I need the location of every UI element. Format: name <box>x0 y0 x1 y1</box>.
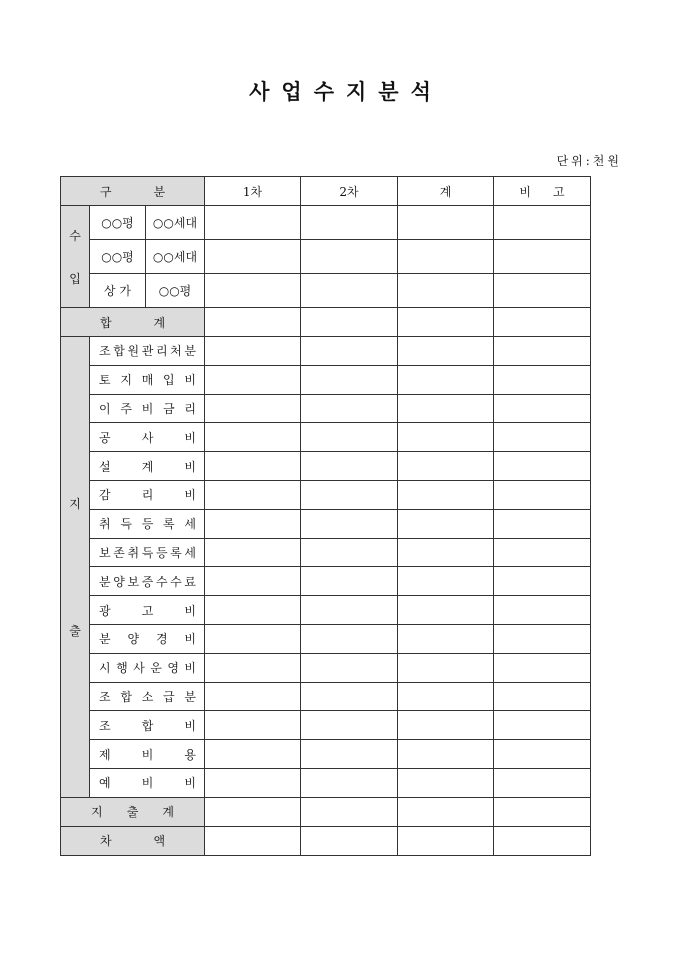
expense-row <box>61 768 591 797</box>
value-1st-cell[interactable] <box>205 274 301 308</box>
budget-table <box>60 176 591 856</box>
expense-total-text: 지 출 계 <box>91 805 174 820</box>
value-2nd-cell[interactable] <box>301 682 398 711</box>
value-total-cell[interactable] <box>398 480 494 509</box>
expense-item-cell <box>90 480 205 509</box>
value-1st-cell[interactable] <box>205 206 301 240</box>
value-total-cell[interactable] <box>398 797 494 826</box>
value-total-cell[interactable] <box>398 711 494 740</box>
income-label <box>61 206 90 308</box>
expense-item-cell <box>90 768 205 797</box>
header-col1: 1차 <box>205 177 301 206</box>
header-remark: 비고 <box>494 177 591 206</box>
value-1st-cell[interactable] <box>205 768 301 797</box>
value-2nd-cell[interactable] <box>301 740 398 769</box>
value-total-cell[interactable] <box>398 365 494 394</box>
value-2nd-cell[interactable] <box>301 337 398 366</box>
value-total-cell[interactable] <box>398 337 494 366</box>
expense-item-cell <box>90 509 205 538</box>
remark-cell[interactable] <box>494 711 591 740</box>
expense-row <box>61 423 591 452</box>
value-2nd-cell[interactable] <box>301 308 398 337</box>
value-total-cell[interactable] <box>398 240 494 274</box>
remark-cell[interactable] <box>494 653 591 682</box>
expense-item-cell <box>90 682 205 711</box>
expense-row <box>61 538 591 567</box>
expense-item-label: 토 지 매 입 비 <box>99 373 196 388</box>
expense-item-label: 공 사 비 <box>99 430 196 445</box>
expense-label-top: 지 <box>69 496 81 511</box>
value-total-cell[interactable] <box>398 394 494 423</box>
income-size-cell: ○○평 <box>90 240 146 274</box>
value-1st-cell[interactable] <box>205 682 301 711</box>
value-total-cell[interactable] <box>398 596 494 625</box>
expense-row <box>61 394 591 423</box>
expense-row <box>61 480 591 509</box>
income-row <box>61 240 591 274</box>
expense-row <box>61 740 591 769</box>
remark-cell[interactable] <box>494 797 591 826</box>
expense-item-cell <box>90 653 205 682</box>
value-2nd-cell[interactable] <box>301 826 398 855</box>
value-total-cell[interactable] <box>398 509 494 538</box>
expense-item-cell <box>90 596 205 625</box>
value-1st-cell[interactable] <box>205 308 301 337</box>
expense-item-label: 예 비 비 <box>99 776 196 791</box>
expense-row <box>61 711 591 740</box>
value-2nd-cell[interactable] <box>301 653 398 682</box>
header-gubun <box>61 177 205 206</box>
expense-item-label: 제 비 용 <box>99 747 196 762</box>
expense-item-label: 조 합 원 관 리 처 분 <box>99 344 196 359</box>
value-2nd-cell[interactable] <box>301 624 398 653</box>
expense-item-label: 조 합 비 <box>99 718 196 733</box>
value-1st-cell[interactable] <box>205 337 301 366</box>
value-total-cell[interactable] <box>398 274 494 308</box>
expense-item-label: 보 존 취 득 등 록 세 <box>99 545 196 560</box>
header-gubun-label: 구 분 <box>99 184 166 199</box>
value-2nd-cell[interactable] <box>301 452 398 481</box>
remark-cell[interactable] <box>494 567 591 596</box>
value-2nd-cell[interactable] <box>301 567 398 596</box>
expense-item-label: 취 득 등 록 세 <box>99 517 196 532</box>
expense-item-cell <box>90 394 205 423</box>
remark-cell[interactable] <box>494 740 591 769</box>
value-2nd-cell[interactable] <box>301 274 398 308</box>
expense-item-cell <box>90 711 205 740</box>
expense-item-label: 감 리 비 <box>99 488 196 503</box>
income-total-label <box>61 308 205 337</box>
expense-item-cell <box>90 423 205 452</box>
income-total-text: 합 계 <box>99 315 166 330</box>
remark-cell[interactable] <box>494 308 591 337</box>
income-label-bottom: 입 <box>69 271 81 286</box>
document-title: 사업수지분석 <box>249 79 443 104</box>
value-1st-cell[interactable] <box>205 509 301 538</box>
value-1st-cell[interactable] <box>205 538 301 567</box>
remark-cell[interactable] <box>494 509 591 538</box>
expense-row <box>61 624 591 653</box>
remark-cell[interactable] <box>494 274 591 308</box>
value-2nd-cell[interactable] <box>301 768 398 797</box>
balance-row <box>61 826 591 855</box>
value-1st-cell[interactable] <box>205 240 301 274</box>
remark-cell[interactable] <box>494 596 591 625</box>
value-total-cell[interactable] <box>398 206 494 240</box>
value-2nd-cell[interactable] <box>301 797 398 826</box>
expense-item-cell <box>90 538 205 567</box>
expense-row <box>61 596 591 625</box>
income-unit-cell: ○○세대 <box>146 240 205 274</box>
expense-item-label: 이 주 비 금 리 <box>99 401 196 416</box>
value-2nd-cell[interactable] <box>301 394 398 423</box>
value-1st-cell[interactable] <box>205 596 301 625</box>
expense-row <box>61 337 591 366</box>
value-2nd-cell[interactable] <box>301 206 398 240</box>
value-1st-cell[interactable] <box>205 797 301 826</box>
expense-item-label: 광 고 비 <box>99 603 196 618</box>
income-unit-cell: ○○세대 <box>146 206 205 240</box>
value-total-cell[interactable] <box>398 308 494 337</box>
remark-cell[interactable] <box>494 423 591 452</box>
value-1st-cell[interactable] <box>205 711 301 740</box>
value-1st-cell[interactable] <box>205 826 301 855</box>
expense-row <box>61 653 591 682</box>
value-2nd-cell[interactable] <box>301 538 398 567</box>
value-1st-cell[interactable] <box>205 365 301 394</box>
value-1st-cell[interactable] <box>205 394 301 423</box>
remark-cell[interactable] <box>494 452 591 481</box>
balance-text: 차 액 <box>99 834 166 849</box>
expense-item-label: 조 합 소 급 분 <box>99 689 196 704</box>
remark-cell[interactable] <box>494 206 591 240</box>
remark-cell[interactable] <box>494 394 591 423</box>
income-unit-cell: ○○평 <box>146 274 205 308</box>
header-col2: 2차 <box>301 177 398 206</box>
expense-item-cell <box>90 365 205 394</box>
unit-label: 단위:천원 <box>556 154 622 168</box>
value-total-cell[interactable] <box>398 538 494 567</box>
remark-cell[interactable] <box>494 538 591 567</box>
remark-cell[interactable] <box>494 768 591 797</box>
expense-item-cell <box>90 740 205 769</box>
income-size-cell: 상 가 <box>90 274 146 308</box>
remark-cell[interactable] <box>494 337 591 366</box>
value-1st-cell[interactable] <box>205 740 301 769</box>
income-total-row <box>61 308 591 337</box>
expense-item-cell <box>90 624 205 653</box>
income-label-top: 수 <box>69 228 81 243</box>
value-1st-cell[interactable] <box>205 480 301 509</box>
header-total: 계 <box>398 177 494 206</box>
value-total-cell[interactable] <box>398 653 494 682</box>
header-row <box>61 177 591 206</box>
value-total-cell[interactable] <box>398 567 494 596</box>
expense-item-cell <box>90 337 205 366</box>
value-2nd-cell[interactable] <box>301 596 398 625</box>
value-2nd-cell[interactable] <box>301 365 398 394</box>
value-2nd-cell[interactable] <box>301 509 398 538</box>
expense-item-cell <box>90 452 205 481</box>
expense-label <box>61 337 90 798</box>
expense-row <box>61 567 591 596</box>
expense-item-label: 분 양 보 증 수 수 료 <box>99 574 196 589</box>
value-total-cell[interactable] <box>398 624 494 653</box>
value-total-cell[interactable] <box>398 682 494 711</box>
value-2nd-cell[interactable] <box>301 480 398 509</box>
expense-total-label <box>61 797 205 826</box>
value-2nd-cell[interactable] <box>301 240 398 274</box>
remark-cell[interactable] <box>494 826 591 855</box>
income-row <box>61 206 591 240</box>
remark-cell[interactable] <box>494 624 591 653</box>
expense-item-label: 설 계 비 <box>99 459 196 474</box>
balance-label <box>61 826 205 855</box>
value-total-cell[interactable] <box>398 768 494 797</box>
expense-item-label: 분 양 경 비 <box>99 632 196 647</box>
expense-row <box>61 509 591 538</box>
remark-cell[interactable] <box>494 240 591 274</box>
value-1st-cell[interactable] <box>205 624 301 653</box>
value-2nd-cell[interactable] <box>301 423 398 452</box>
remark-cell[interactable] <box>494 480 591 509</box>
expense-row <box>61 365 591 394</box>
expense-row <box>61 452 591 481</box>
value-1st-cell[interactable] <box>205 567 301 596</box>
value-2nd-cell[interactable] <box>301 711 398 740</box>
expense-item-cell <box>90 567 205 596</box>
expense-item-label: 시 행 사 운 영 비 <box>99 661 196 676</box>
expense-row <box>61 682 591 711</box>
remark-cell[interactable] <box>494 682 591 711</box>
value-1st-cell[interactable] <box>205 452 301 481</box>
expense-label-bottom: 출 <box>69 623 81 638</box>
value-total-cell[interactable] <box>398 452 494 481</box>
expense-total-row <box>61 797 591 826</box>
value-total-cell[interactable] <box>398 740 494 769</box>
value-total-cell[interactable] <box>398 826 494 855</box>
value-total-cell[interactable] <box>398 423 494 452</box>
income-row <box>61 274 591 308</box>
income-size-cell: ○○평 <box>90 206 146 240</box>
value-1st-cell[interactable] <box>205 653 301 682</box>
value-1st-cell[interactable] <box>205 423 301 452</box>
remark-cell[interactable] <box>494 365 591 394</box>
